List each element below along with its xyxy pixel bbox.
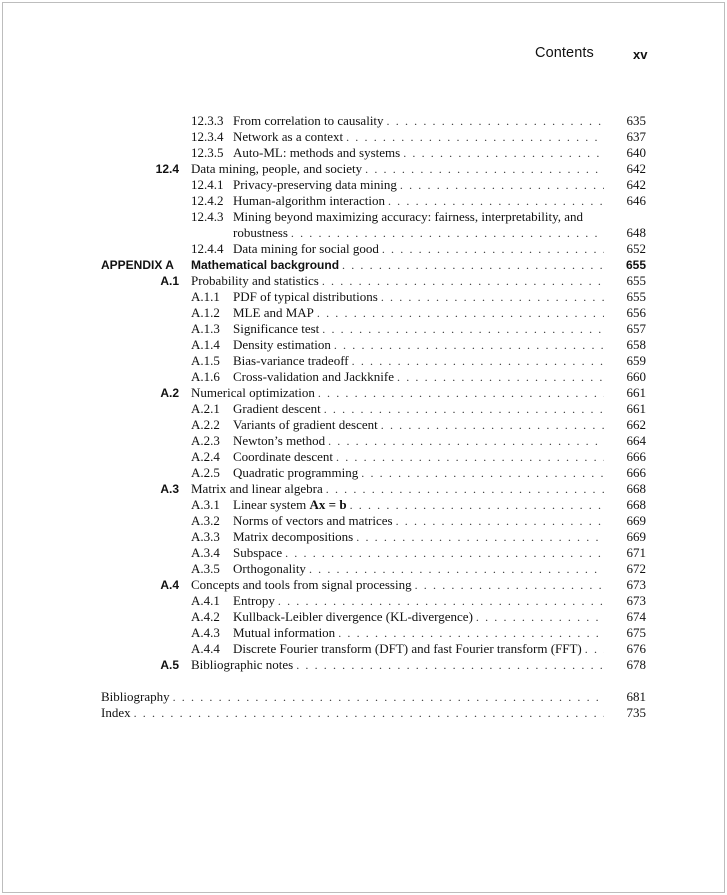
subsection-number: A.3.1 [191, 497, 220, 512]
dot-leader [338, 625, 604, 641]
header-title: Contents [535, 45, 594, 61]
entry-title [233, 497, 604, 513]
chapter-number: APPENDIX A [101, 258, 174, 272]
subsection-number: A.1.4 [191, 337, 220, 352]
entry-title [191, 481, 604, 497]
entry-title [233, 193, 604, 209]
page-number: 642 [626, 177, 646, 192]
dot-leader [322, 273, 604, 289]
entry-title [101, 705, 604, 721]
entry-title [191, 657, 604, 673]
toc-entry[interactable] [3, 433, 724, 449]
subsection-number: 12.3.4 [191, 129, 224, 144]
entry-title-text: Privacy-preserving data mining [233, 177, 400, 193]
toc-entry[interactable] [3, 369, 724, 385]
dot-leader [356, 529, 604, 545]
dot-leader [324, 401, 604, 417]
page-number: 655 [626, 273, 646, 288]
page-number: 681 [626, 689, 646, 704]
toc-entry[interactable] [3, 561, 724, 577]
dot-leader [350, 497, 604, 513]
entry-title [233, 321, 604, 337]
toc-entry[interactable] [3, 209, 724, 225]
subsection-number: A.2.3 [191, 433, 220, 448]
entry-title-text: Discrete Fourier transform (DFT) and fast Fourier transform (FFT) [233, 641, 585, 657]
subsection-number: A.4.4 [191, 641, 220, 656]
entry-title-text: From correlation to causality [233, 113, 387, 129]
page-number: 664 [626, 433, 646, 448]
toc-entry[interactable] [3, 273, 724, 289]
entry-title-text: MLE and MAP [233, 305, 317, 321]
entry-title [233, 433, 604, 449]
toc-entry[interactable] [3, 497, 724, 513]
page-number: 662 [626, 417, 646, 432]
entry-title [233, 625, 604, 641]
entry-title-text: Data mining for social good [233, 241, 382, 257]
entry-title-text: Bias-variance tradeoff [233, 353, 352, 369]
toc-entry[interactable] [3, 337, 724, 353]
dot-leader [387, 113, 604, 129]
page-number: 671 [626, 545, 646, 560]
toc-entry[interactable] [3, 257, 724, 273]
subsection-number: A.1.3 [191, 321, 220, 336]
section-number: A.5 [160, 658, 179, 672]
dot-leader [318, 385, 604, 401]
entry-title-text: Mutual information [233, 625, 338, 641]
dot-leader [326, 481, 604, 497]
page-number: 666 [626, 449, 646, 464]
entry-title [191, 385, 604, 401]
page-number: 676 [626, 641, 646, 656]
dot-leader [400, 177, 604, 193]
entry-title [233, 641, 604, 657]
entry-title [233, 593, 604, 609]
entry-title-text: Mathematical background [191, 257, 342, 273]
entry-title [233, 417, 604, 433]
subsection-number: A.2.2 [191, 417, 220, 432]
dot-leader [388, 193, 604, 209]
page-number: 661 [626, 385, 646, 400]
entry-title-text: Significance test [233, 321, 322, 337]
page-number: 673 [626, 593, 646, 608]
subsection-number: 12.3.5 [191, 145, 224, 160]
header-page-number: xv [633, 47, 648, 62]
dot-leader [476, 609, 604, 625]
toc-entry[interactable] [3, 321, 724, 337]
entry-title [233, 177, 604, 193]
entry-title-text: Numerical optimization [191, 385, 318, 401]
dot-leader [342, 257, 604, 273]
math-expression: Ax = b [309, 497, 347, 512]
subsection-number: A.1.6 [191, 369, 220, 384]
dot-leader [365, 161, 604, 177]
entry-title-text: Newton’s method [233, 433, 328, 449]
toc-entry[interactable] [3, 449, 724, 465]
entry-title [233, 561, 604, 577]
subsection-number: A.2.5 [191, 465, 220, 480]
entry-title-text: Human-algorithm interaction [233, 193, 388, 209]
entry-title [233, 145, 604, 161]
entry-title-text: Mining beyond maximizing accuracy: fairness, interpretability, and [233, 209, 586, 225]
subsection-number: A.1.5 [191, 353, 220, 368]
entry-title-text: Concepts and tools from signal processing [191, 577, 415, 593]
page-number: 656 [626, 305, 646, 320]
entry-title-text: Quadratic programming [233, 465, 361, 481]
subsection-number: 12.4.1 [191, 177, 224, 192]
toc-entry[interactable] [3, 289, 724, 305]
section-number: 12.4 [155, 162, 179, 176]
entry-title [191, 161, 604, 177]
entry-title [191, 577, 604, 593]
entry-title-text: Network as a context [233, 129, 346, 145]
toc-entry[interactable] [3, 641, 724, 657]
entry-title [233, 449, 604, 465]
entry-title [233, 113, 604, 129]
toc-entry[interactable] [3, 689, 724, 705]
entry-title-text: Gradient descent [233, 401, 324, 417]
entry-title-text: Matrix decompositions [233, 529, 356, 545]
entry-title [233, 305, 604, 321]
toc-entry[interactable] [3, 593, 724, 609]
dot-leader [173, 689, 604, 705]
page-number: 648 [626, 225, 646, 240]
page-number: 661 [626, 401, 646, 416]
section-number: A.2 [160, 386, 179, 400]
toc-entry[interactable] [3, 385, 724, 401]
section-number: A.3 [160, 482, 179, 496]
subsection-number: A.2.1 [191, 401, 220, 416]
toc-entry[interactable] [3, 609, 724, 625]
entry-title-text: Kullback-Leibler divergence (KL-divergence) [233, 609, 476, 625]
toc-entry[interactable] [3, 513, 724, 529]
toc-entry[interactable] [3, 193, 724, 209]
dot-leader [278, 593, 604, 609]
entry-title-text: Coordinate descent [233, 449, 336, 465]
subsection-number: A.3.2 [191, 513, 220, 528]
entry-title [233, 545, 604, 561]
toc-entry[interactable] [3, 161, 724, 177]
toc-entry[interactable] [3, 145, 724, 161]
entry-title-text: Matrix and linear algebra [191, 481, 326, 497]
toc-entry[interactable] [3, 177, 724, 193]
page-number: 640 [626, 145, 646, 160]
page-number: 646 [626, 193, 646, 208]
toc-entry[interactable] [3, 705, 724, 721]
page-number: 652 [626, 241, 646, 256]
entry-title-text: Data mining, people, and society [191, 161, 365, 177]
dot-leader [291, 225, 604, 241]
page-number: 669 [626, 513, 646, 528]
entry-title [233, 129, 604, 145]
subsection-number: A.3.3 [191, 529, 220, 544]
page-number: 657 [626, 321, 646, 336]
dot-leader [322, 321, 604, 337]
dot-leader [382, 241, 604, 257]
toc-entry[interactable] [3, 529, 724, 545]
page-number: 642 [626, 161, 646, 176]
toc-entry[interactable] [3, 113, 724, 129]
dot-leader [396, 513, 604, 529]
book-page [2, 2, 725, 893]
entry-title-text: robustness [233, 225, 291, 241]
entry-title-text: Bibliography [101, 689, 173, 705]
subsection-number: 12.4.3 [191, 209, 224, 224]
dot-leader [381, 417, 604, 433]
page-number: 675 [626, 625, 646, 640]
entry-title-text: Linear system Ax = b [233, 497, 350, 513]
dot-leader [585, 641, 604, 657]
entry-title-text: Auto-ML: methods and systems [233, 145, 403, 161]
dot-leader [381, 289, 604, 305]
page-number: 658 [626, 337, 646, 352]
page-number: 673 [626, 577, 646, 592]
page-number: 668 [626, 497, 646, 512]
section-number: A.4 [160, 578, 179, 592]
toc-entry[interactable] [3, 545, 724, 561]
dot-leader [415, 577, 604, 593]
subsection-number: A.1.2 [191, 305, 220, 320]
entry-title [233, 513, 604, 529]
dot-leader [361, 465, 604, 481]
dot-leader [403, 145, 604, 161]
toc-entry[interactable] [3, 225, 724, 241]
section-number: A.1 [160, 274, 179, 288]
entry-title-text: Variants of gradient descent [233, 417, 381, 433]
entry-title [233, 289, 604, 305]
toc-entry[interactable] [3, 465, 724, 481]
page-number: 655 [626, 289, 646, 304]
entry-title [191, 273, 604, 289]
entry-title-text: Density estimation [233, 337, 334, 353]
page-number: 672 [626, 561, 646, 576]
page-number: 674 [626, 609, 646, 624]
page-number: 660 [626, 369, 646, 384]
subsection-number: A.4.2 [191, 609, 220, 624]
page-number: 678 [626, 657, 646, 672]
entry-title [233, 225, 604, 241]
toc-entry[interactable] [3, 577, 724, 593]
entry-title [101, 689, 604, 705]
subsection-number: A.3.4 [191, 545, 220, 560]
dot-leader [134, 705, 604, 721]
dot-leader [317, 305, 604, 321]
entry-title-text: Entropy [233, 593, 278, 609]
dot-leader [346, 129, 604, 145]
subsection-number: A.4.1 [191, 593, 220, 608]
page-number: 669 [626, 529, 646, 544]
toc-entry[interactable] [3, 401, 724, 417]
dot-leader [397, 369, 604, 385]
dot-leader [328, 433, 604, 449]
subsection-number: 12.3.3 [191, 113, 224, 128]
entry-title-text: PDF of typical distributions [233, 289, 381, 305]
toc-entry[interactable] [3, 657, 724, 673]
subsection-number: 12.4.2 [191, 193, 224, 208]
entry-title [191, 257, 604, 273]
toc-entry[interactable] [3, 481, 724, 497]
running-header [3, 45, 724, 67]
toc-entry[interactable] [3, 353, 724, 369]
dot-leader [352, 353, 604, 369]
toc-entry[interactable] [3, 129, 724, 145]
entry-title-text: Probability and statistics [191, 273, 322, 289]
page-number: 668 [626, 481, 646, 496]
dot-leader [296, 657, 604, 673]
subsection-number: A.2.4 [191, 449, 220, 464]
entry-title [233, 209, 604, 225]
dot-leader [309, 561, 604, 577]
entry-title-text: Bibliographic notes [191, 657, 296, 673]
page-number: 655 [625, 258, 646, 272]
dot-leader [334, 337, 604, 353]
subsection-number: A.3.5 [191, 561, 220, 576]
dot-leader [336, 449, 604, 465]
toc-entry[interactable] [3, 417, 724, 433]
entry-title-text: Subspace [233, 545, 285, 561]
dot-leader [285, 545, 604, 561]
page-number: 635 [626, 113, 646, 128]
page-number: 637 [626, 129, 646, 144]
entry-title [233, 401, 604, 417]
subsection-number: 12.4.4 [191, 241, 224, 256]
entry-title [233, 369, 604, 385]
page-number: 666 [626, 465, 646, 480]
toc-entry[interactable] [3, 625, 724, 641]
entry-title-text: Norms of vectors and matrices [233, 513, 396, 529]
entry-title [233, 241, 604, 257]
page-number: 659 [626, 353, 646, 368]
entry-title [233, 353, 604, 369]
entry-title [233, 609, 604, 625]
entry-title [233, 529, 604, 545]
entry-title-text: Orthogonality [233, 561, 309, 577]
entry-title-text: Index [101, 705, 134, 721]
entry-title-text: Cross-validation and Jackknife [233, 369, 397, 385]
entry-title [233, 465, 604, 481]
page-number: 735 [626, 705, 646, 720]
toc-entry[interactable] [3, 241, 724, 257]
subsection-number: A.4.3 [191, 625, 220, 640]
subsection-number: A.1.1 [191, 289, 220, 304]
toc-entry[interactable] [3, 305, 724, 321]
entry-title [233, 337, 604, 353]
